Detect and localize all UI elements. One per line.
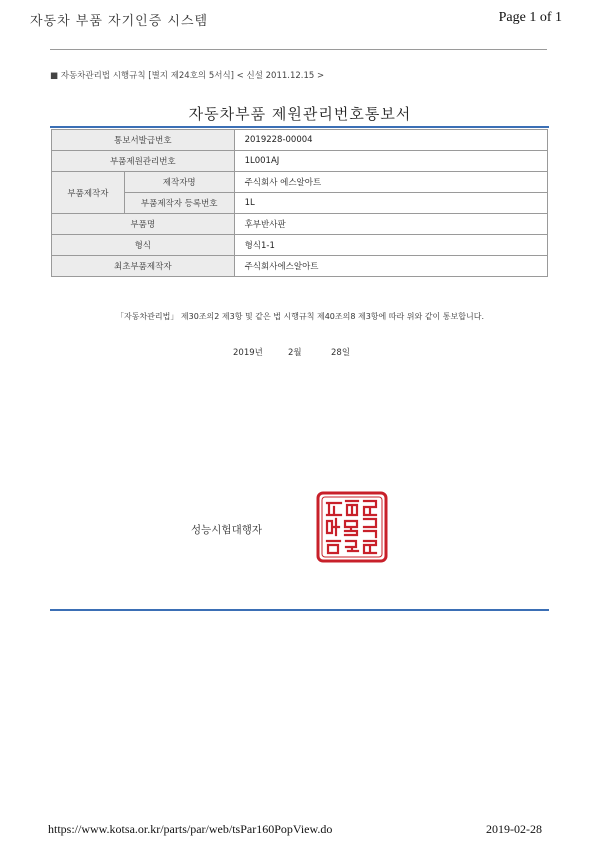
page-number: Page 1 of 1 [498,10,562,25]
date-year: 2019년 [233,348,263,358]
part-name-value: 후부반사판 [234,214,547,235]
notice-statement: 「자동차관리법」 제30조의2 제3항 및 같은 법 시행규칙 제40조의8 제3항에 따라 위와 같이 통보합니다. [116,312,484,321]
maker-name-label: 제작자명 [124,172,234,193]
system-title: 자동차 부품 자기인증 시스템 [30,14,209,29]
title-divider [50,126,549,128]
table-row [52,151,548,172]
document-title: 자동차부품 제원관리번호통보서 [188,105,412,123]
table-row [52,172,548,193]
date-day: 28일 [331,348,351,358]
notice-number-value: 2019228-00004 [234,130,547,151]
issuing-authority: 성능시험대행자 [191,524,263,536]
maker-group-label: 부품제작자 [52,172,125,214]
header-divider [50,49,547,50]
maker-registration-label: 부품제작자 등록번호 [124,193,234,214]
date-month: 2월 [288,348,302,358]
official-seal-icon [316,491,388,563]
table-row [52,193,548,214]
model-label: 형식 [52,235,235,256]
footer-url: https://www.kotsa.or.kr/parts/par/web/tsPar160PopView.do [48,822,333,836]
notice-number-label: 통보서발급번호 [52,130,235,151]
table-row [52,130,548,151]
maker-name-value: 주식회사 에스알아트 [234,172,547,193]
spec-number-value: 1L001AJ [234,151,547,172]
table-row [52,214,548,235]
first-maker-label: 최초부품제작자 [52,256,235,277]
table-row [52,256,548,277]
spec-number-label: 부품제원관리번호 [52,151,235,172]
table-row [52,235,548,256]
notice-table [51,129,548,277]
footer-date: 2019-02-28 [486,822,542,836]
first-maker-value: 주식회사에스알아트 [234,256,547,277]
model-value: 형식1-1 [234,235,547,256]
part-name-label: 부품명 [52,214,235,235]
maker-registration-value: 1L [234,193,547,214]
form-reference: ■ 자동차관리법 시행규칙 [별지 제24호의 5서식] < 신설 2011.12.15 > [50,71,325,81]
bottom-divider [50,609,549,611]
